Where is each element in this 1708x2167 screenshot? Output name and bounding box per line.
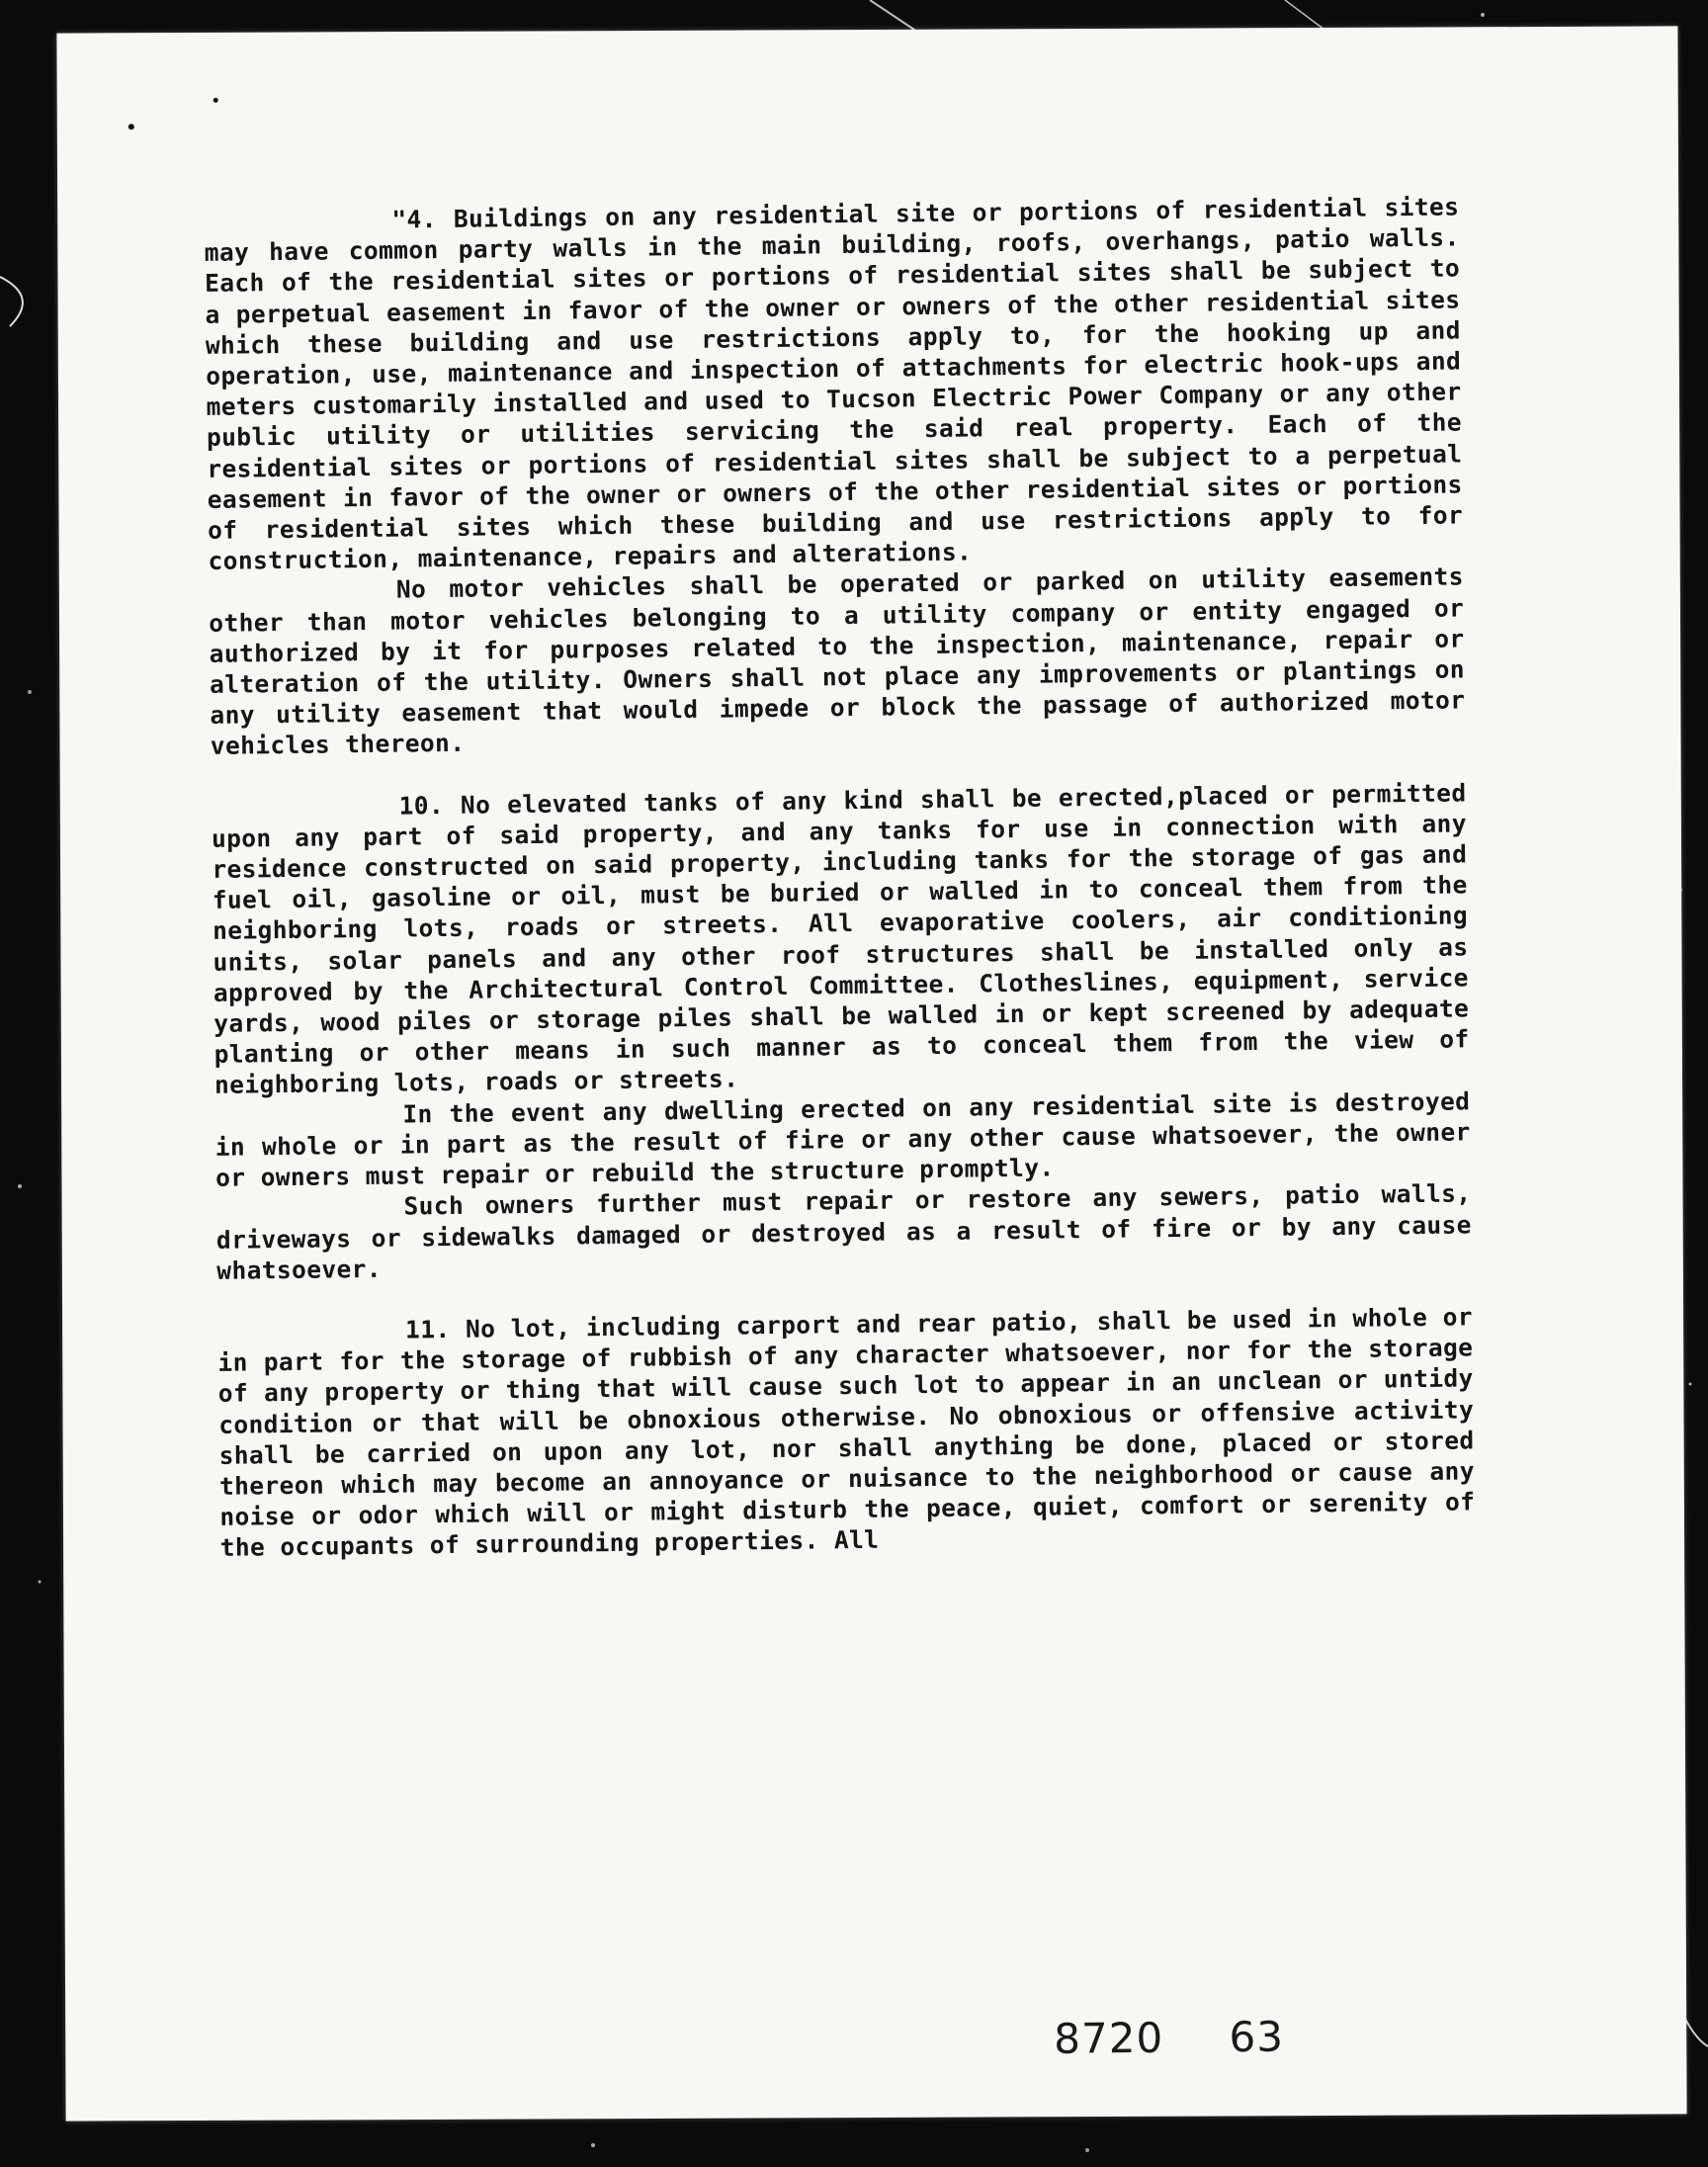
paragraph-11-rubbish: 11. No lot, including carport and rear patio, shall be used in whole or in part for the storage of rubbish of any character whatsoever, nor for the storage of any property or thing that will cause such lot to appear in an unclean or untidy condition or that will be obnoxious otherwise. No obnoxious or offensive activity shall be carried on upon any lot, nor shall anything be done, placed or stored thereon which may become an annoyance or nuisance to the neighborhood or cause any noise or odor which will or might disturb the peace, quiet, comfort or serenity of the occupants of surrounding properties. All [217, 1302, 1476, 1563]
document-body [204, 191, 1476, 1563]
page-number: 8720 63 [1054, 2012, 1285, 2063]
paragraph-10-tanks: 10. No elevated tanks of any kind shall be erected,placed or permitted upon any part of said property, and any tanks for use in connection with any residence constructed on said property, including tanks for the storage of gas and fuel oil, gasoline or oil, must be buried or walled in to conceal them from the neighboring lots, roads or streets. All evaporative coolers, air conditioning units, solar panels and any other roof structures shall be installed only as approved by the Architectural Control Committee. Clotheslines, equipment, service yards, wood piles or storage piles shall be walled in or kept screened by adequate planting or other means in such manner as to conceal them from the view of neighboring lots, roads or streets. [211, 778, 1470, 1100]
paragraph-destroyed-dwelling: In the event any dwelling erected on any residential site is destroyed in whole or in part as the result of fire or any other cause whatsoever, the owner or owners must repair or rebuild the structure promptly. [214, 1086, 1471, 1192]
scan-speck [214, 98, 218, 103]
paragraph-4-easements: "4. Buildings on any residential site or portions of residential sites may have common party walls in the main building, roofs, overhangs, patio walls. Each of the residential sites or portions of residential sites shall be subject to a perpetual easement in favor of the owner or owners of the other residential sites which these building and use restrictions apply to, for the hooking up and operation, use, maintenance and inspection of attachments for electric hook-ups and meters customarily installed and used to Tucson Electric Power Company or any other public utility or utilities servicing the said real property. Each of the residential sites or portions of residential sites shall be subject to a perpetual easement in favor of the owner or owners of the other residential sites or portions of residential sites which these building and use restrictions apply to for construction, maintenance, repairs and alterations. [204, 192, 1464, 576]
scan-speck [128, 124, 134, 130]
scanned-page [56, 26, 1686, 2121]
paragraph-repair-restore: Such owners further must repair or restore any sewers, patio walls, driveways or sidewalks damaged or destroyed as a result of fire or by any cause whatsoever. [215, 1178, 1473, 1285]
paragraph-motor-vehicles: No motor vehicles shall be operated or parked on utility easements other than motor vehicles belonging to a utility company or entity engaged or authorized by it for purposes related to the inspection, maintenance, repair or alteration of the utility. Owners shall not place any improvements or plantings on any utility easement that would impede or block the passage of authorized motor vehicles thereon. [209, 562, 1466, 761]
